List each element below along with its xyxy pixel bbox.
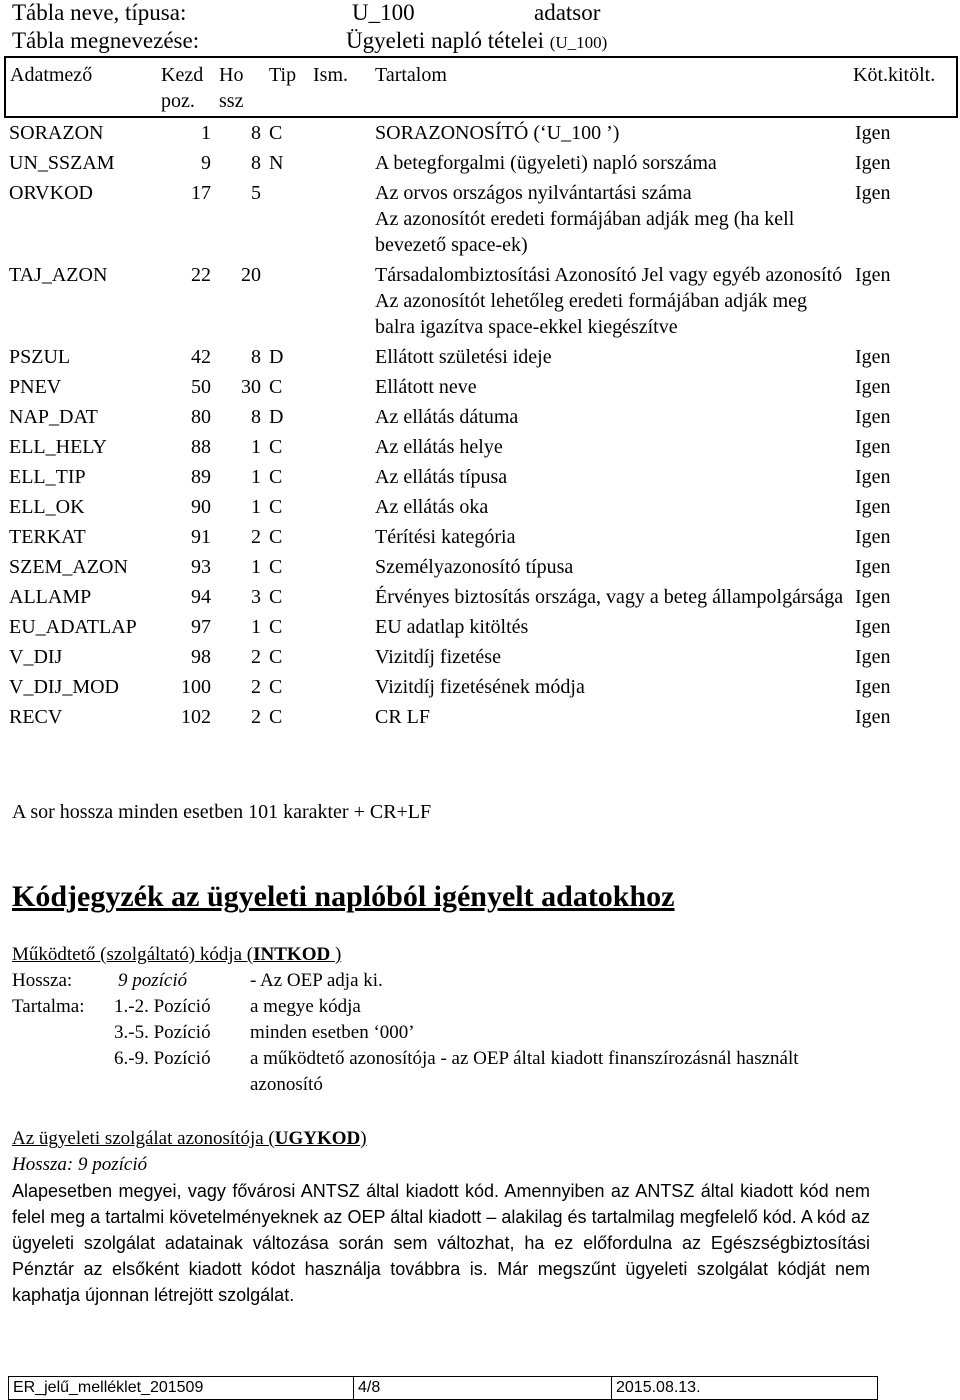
cell-repeat (309, 342, 371, 372)
cell-required: Igen (855, 616, 891, 638)
cell-content (371, 402, 849, 432)
footer-date: 2015.08.13. (616, 1379, 701, 1396)
cell-required: Igen (855, 152, 891, 174)
cell-start-position: 97 (191, 616, 211, 638)
cell-type: C (269, 556, 283, 578)
table-row (5, 432, 957, 462)
cell-required: Igen (855, 646, 891, 668)
cell-length: 5 (251, 182, 261, 204)
cell-type: D (269, 346, 284, 368)
cell-type: D (269, 406, 284, 428)
cell-repeat (309, 642, 371, 672)
cell-field-name: UN_SSZAM (9, 152, 115, 174)
cell-required: Igen (855, 406, 891, 428)
cell-type (265, 178, 309, 260)
cell-type: C (269, 706, 283, 728)
intkod-position-1: 1.-2. Pozíció (114, 996, 211, 1017)
cell-field-name: TAJ_AZON (9, 264, 108, 286)
cell-length: 2 (251, 676, 261, 698)
intkod-length-label: Hossza: (12, 970, 73, 991)
cell-repeat (309, 260, 371, 342)
cell-content (371, 178, 849, 260)
cell-field-name: NAP_DAT (9, 406, 98, 428)
cell-repeat (309, 492, 371, 522)
cell-length: 8 (251, 346, 261, 368)
cell-required: Igen (855, 436, 891, 458)
cell-required: Igen (855, 496, 891, 518)
table-row (5, 372, 957, 402)
cell-content (371, 492, 849, 522)
cell-content (371, 462, 849, 492)
cell-type: C (269, 376, 283, 398)
cell-length: 30 (241, 376, 261, 398)
ugykod-heading-code: UGYKOD (274, 1128, 361, 1149)
cell-type: C (269, 122, 283, 144)
cell-required: Igen (855, 264, 891, 286)
cell-content-main: Érvényes biztosítás országa, vagy a beteg állampolgársága (375, 586, 844, 608)
cell-content-note: Az azonosítót eredeti formájában adják meg (ha kell bevezető space-ek) (375, 208, 795, 256)
column-header-length: Ho ssz (215, 57, 265, 117)
cell-content (371, 432, 849, 462)
cell-required: Igen (855, 586, 891, 608)
ugykod-paragraph: Alapesetben megyei, vagy fővárosi ANTSZ által kiadott kód. Amennyiben az ANTSZ által kiadott kód nem felel meg a tartalmi követelményeknek az OEP által kiadott – alakilag és tartalmilag megfelelő kód. A kód az ügyeleti szolgálat adatainak változása során sem változhat, ha ez előfordulna az Egészségbiztosítási Pénztár az elsőként kiadott kódot használja továbbra is. Már megszűnt ügyeleti szolgálat kódját nem kaphatja újonnan létrejött szolgálat. (12, 1181, 870, 1305)
intkod-heading (12, 942, 341, 968)
cell-field-name: PNEV (9, 376, 62, 398)
cell-field-name: ALLAMP (9, 586, 92, 608)
cell-repeat (309, 522, 371, 552)
cell-content-main: Személyazonosító típusa (375, 556, 574, 578)
cell-required: Igen (855, 526, 891, 548)
cell-start-position: 22 (191, 264, 211, 286)
cell-length: 2 (251, 526, 261, 548)
table-name-value: U_100 (352, 0, 415, 25)
cell-content-main: SORAZONOSÍTÓ (‘U_100 ’) (375, 122, 620, 144)
cell-length: 8 (251, 152, 261, 174)
table-row (5, 148, 957, 178)
intkod-position-2: 3.-5. Pozíció (114, 1022, 211, 1043)
column-header-repeat: Ism. (309, 57, 371, 117)
intkod-heading-text: Működtető (szolgáltató) kódja ( (12, 944, 254, 965)
table-row (5, 117, 957, 148)
cell-length: 1 (251, 556, 261, 578)
table-header-row (5, 57, 957, 117)
table-row (5, 342, 957, 372)
ugykod-heading-text: Az ügyeleti szolgálat azonosítója ( (12, 1128, 275, 1149)
cell-field-name: EU_ADATLAP (9, 616, 137, 638)
cell-content (371, 117, 849, 148)
table-type-value: adatsor (534, 0, 601, 25)
cell-type: C (269, 466, 283, 488)
cell-field-name: PSZUL (9, 346, 71, 368)
cell-type: C (269, 676, 283, 698)
cell-content (371, 552, 849, 582)
cell-required: Igen (855, 676, 891, 698)
table-row (5, 702, 957, 732)
cell-content-main: Az orvos országos nyilvántartási száma (375, 182, 692, 204)
table-row (5, 522, 957, 552)
cell-content (371, 342, 849, 372)
page-footer (8, 1376, 878, 1400)
table-row (5, 492, 957, 522)
cell-repeat (309, 612, 371, 642)
cell-repeat (309, 552, 371, 582)
cell-content-main: Az ellátás oka (375, 496, 489, 518)
cell-field-name: ORVKOD (9, 182, 93, 204)
table-row (5, 260, 957, 342)
cell-type: C (269, 646, 283, 668)
column-header-content: Tartalom (371, 57, 849, 117)
cell-type: C (269, 496, 283, 518)
cell-repeat (309, 372, 371, 402)
cell-field-name: SORAZON (9, 122, 104, 144)
intkod-description-3: a működtető azonosítója - az OEP által kiadott finanszírozásnál használt azonosító (250, 1048, 799, 1095)
cell-field-name: ELL_HELY (9, 436, 107, 458)
intkod-description-2: minden esetben ‘000’ (250, 1022, 415, 1043)
cell-length: 8 (251, 122, 261, 144)
cell-start-position: 94 (191, 586, 211, 608)
cell-length: 1 (251, 616, 261, 638)
cell-repeat (309, 462, 371, 492)
cell-content (371, 148, 849, 178)
cell-length: 8 (251, 406, 261, 428)
cell-start-position: 42 (191, 346, 211, 368)
cell-content-main: Ellátott születési ideje (375, 346, 552, 368)
cell-field-name: V_DIJ (9, 646, 63, 668)
cell-start-position: 1 (201, 122, 211, 144)
table-row (5, 672, 957, 702)
cell-repeat (309, 702, 371, 732)
cell-start-position: 9 (201, 152, 211, 174)
intkod-heading-code: INTKOD (253, 944, 331, 965)
intkod-position-3: 6.-9. Pozíció (114, 1048, 211, 1069)
column-header-type: Tip (265, 57, 309, 117)
section-title: Kódjegyzék az ügyeleti naplóból igényelt adatokhoz (12, 880, 675, 913)
cell-content-main: EU adatlap kitöltés (375, 616, 529, 638)
cell-content (371, 582, 849, 612)
cell-type: C (269, 526, 283, 548)
ugykod-heading-close: ) (360, 1128, 367, 1149)
cell-length: 1 (251, 436, 261, 458)
cell-content (371, 702, 849, 732)
table-row (5, 642, 957, 672)
cell-content (371, 522, 849, 552)
cell-type (265, 260, 309, 342)
cell-content-main: Az ellátás dátuma (375, 406, 519, 428)
cell-type: C (269, 436, 283, 458)
cell-start-position: 90 (191, 496, 211, 518)
cell-content-main: Térítési kategória (375, 526, 516, 548)
cell-content-note: Az azonosítót lehetőleg eredeti formájában adják meg balra igazítva space-ekkel kiegészítve (375, 290, 808, 338)
cell-length: 1 (251, 496, 261, 518)
table-description-code: (U_100) (549, 33, 608, 52)
table-description-text: Ügyeleti napló tételei (346, 28, 544, 53)
column-header-start: Kezd poz. (157, 57, 215, 117)
cell-field-name: ELL_TIP (9, 466, 86, 488)
table-row (5, 582, 957, 612)
cell-start-position: 88 (191, 436, 211, 458)
cell-length: 20 (241, 264, 261, 286)
table-row (5, 612, 957, 642)
cell-repeat (309, 432, 371, 462)
intkod-length-value: 9 pozíció (118, 970, 188, 991)
table-row (5, 178, 957, 260)
cell-type: C (269, 586, 283, 608)
table-row (5, 402, 957, 432)
cell-content-main: Az ellátás típusa (375, 466, 508, 488)
table-row (5, 552, 957, 582)
cell-repeat (309, 148, 371, 178)
cell-start-position: 91 (191, 526, 211, 548)
cell-content-main: Vizitdíj fizetésének módja (375, 676, 585, 698)
table-row (5, 462, 957, 492)
intkod-description-1: a megye kódja (250, 996, 361, 1017)
cell-content-main: Társadalombiztosítási Azonosító Jel vagy egyéb azonosító (375, 264, 843, 286)
cell-content-main: Az ellátás helye (375, 436, 503, 458)
cell-start-position: 93 (191, 556, 211, 578)
cell-length: 1 (251, 466, 261, 488)
table-description-label: Tábla megnevezése: (12, 28, 200, 53)
column-header-required: Köt.kitölt. (849, 57, 957, 117)
ugykod-heading (12, 1126, 367, 1152)
intkod-length-note: - Az OEP adja ki. (250, 970, 383, 991)
cell-type: C (269, 616, 283, 638)
cell-content (371, 642, 849, 672)
cell-repeat (309, 117, 371, 148)
table-name-label: Tábla neve, típusa: (12, 0, 187, 25)
cell-content-main: Vizitdíj fizetése (375, 646, 501, 668)
cell-content (371, 612, 849, 642)
cell-repeat (309, 402, 371, 432)
cell-content (371, 372, 849, 402)
cell-length: 2 (251, 706, 261, 728)
row-length-note: A sor hossza minden esetben 101 karakter + CR+LF (12, 801, 432, 823)
cell-start-position: 89 (191, 466, 211, 488)
cell-repeat (309, 672, 371, 702)
field-table (4, 56, 958, 732)
cell-field-name: TERKAT (9, 526, 86, 548)
footer-document-id: ER_jelű_melléklet_201509 (9, 1377, 354, 1399)
cell-required: Igen (855, 376, 891, 398)
cell-required: Igen (855, 346, 891, 368)
cell-repeat (309, 582, 371, 612)
table-description-value (346, 28, 607, 56)
column-header-field: Adatmező (5, 57, 157, 117)
cell-start-position: 102 (181, 706, 211, 728)
cell-required: Igen (855, 706, 891, 728)
cell-start-position: 98 (191, 646, 211, 668)
cell-required: Igen (855, 182, 891, 204)
cell-content (371, 672, 849, 702)
cell-start-position: 17 (191, 182, 211, 204)
ugykod-length: Hossza: 9 pozíció (12, 1154, 148, 1175)
cell-content-main: CR LF (375, 706, 431, 728)
intkod-content-label: Tartalma: (12, 996, 85, 1017)
cell-content-main: A betegforgalmi (ügyeleti) napló sorszáma (375, 152, 717, 174)
cell-field-name: SZEM_AZON (9, 556, 128, 578)
cell-repeat (309, 178, 371, 260)
cell-required: Igen (855, 556, 891, 578)
cell-required: Igen (855, 122, 891, 144)
intkod-heading-close: ) (330, 944, 342, 965)
cell-start-position: 80 (191, 406, 211, 428)
cell-required: Igen (855, 466, 891, 488)
cell-length: 2 (251, 646, 261, 668)
cell-content (371, 260, 849, 342)
footer-page-number: 4/8 (354, 1377, 612, 1399)
cell-field-name: RECV (9, 706, 63, 728)
cell-length: 3 (251, 586, 261, 608)
cell-content-main: Ellátott neve (375, 376, 477, 398)
cell-field-name: ELL_OK (9, 496, 85, 518)
cell-start-position: 50 (191, 376, 211, 398)
cell-field-name: V_DIJ_MOD (9, 676, 119, 698)
cell-start-position: 100 (181, 676, 211, 698)
cell-type: N (269, 152, 284, 174)
